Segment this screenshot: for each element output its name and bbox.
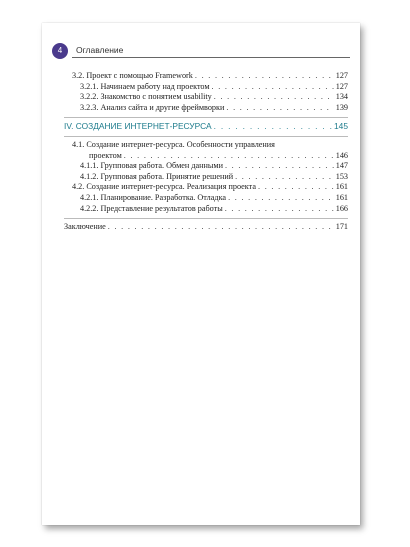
toc-entry-page: 147	[335, 161, 348, 171]
toc-entry-3-2-3	[64, 103, 348, 114]
toc-entry-text: Заключение	[64, 222, 106, 232]
toc-part-page: 145	[334, 121, 348, 132]
toc-entry-text: 4.2.1. Планирование. Разработка. Отладка	[80, 192, 227, 202]
page-number-badge: 4	[52, 43, 68, 59]
toc-entry-text: 3.2.1. Начинаем работу над проектом	[80, 81, 210, 91]
toc-entry-4-2-1	[64, 193, 348, 204]
dot-leader	[258, 182, 334, 193]
toc-entry-page: 127	[335, 81, 348, 91]
toc-entry-page: 171	[335, 222, 348, 232]
toc-entry-text: 4.1.1. Групповая работа. Обмен данными	[80, 161, 223, 171]
toc-entry-4-1-line1: 4.1. Создание интернет-ресурса. Особенности управления	[72, 139, 275, 149]
toc-entry-4-2-2	[64, 204, 348, 215]
toc-entry-text: 3.2.3. Анализ сайта и другие фреймворки	[80, 102, 225, 112]
toc-entry-3-2	[64, 71, 348, 82]
section-divider	[64, 117, 348, 118]
dot-leader	[226, 103, 333, 114]
dot-leader	[214, 121, 332, 132]
toc-entry-text: 3.2.2. Знакомство с понятием usability	[80, 92, 212, 102]
dot-leader	[214, 92, 334, 103]
dot-leader	[108, 222, 334, 233]
toc-entry-page: 161	[335, 192, 348, 202]
dot-leader	[195, 71, 334, 82]
dot-leader	[124, 151, 334, 162]
toc-entry-3-2-1	[64, 82, 348, 93]
running-header	[52, 43, 350, 63]
toc-part-4	[64, 121, 348, 132]
book-page	[42, 23, 360, 525]
toc-entry-text: 4.2.2. Представление результатов работы	[80, 203, 223, 213]
dot-leader	[228, 193, 334, 204]
section-divider	[64, 218, 348, 219]
header-rule	[72, 57, 350, 58]
toc-entry-page: 153	[335, 171, 348, 181]
toc-entry-text-continued: проектом	[89, 150, 122, 160]
dot-leader	[235, 172, 334, 183]
toc-part-text: IV. СОЗДАНИЕ ИНТЕРНЕТ-РЕСУРСА	[64, 121, 212, 132]
toc-entry-page: 146	[335, 150, 348, 160]
toc-entry-3-2-2	[64, 92, 348, 103]
toc-entry-4-1	[64, 151, 348, 162]
dot-leader	[212, 82, 334, 93]
toc-entry-4-2	[64, 182, 348, 193]
dot-leader	[225, 161, 334, 172]
toc-entry-page: 134	[335, 92, 348, 102]
toc-entry-page: 127	[335, 71, 348, 80]
toc-entry-page: 161	[335, 182, 348, 192]
toc-entry-conclusion	[64, 222, 348, 233]
header-title: Оглавление	[76, 45, 124, 55]
dot-leader	[225, 204, 334, 215]
toc-entry-page: 139	[335, 102, 348, 112]
table-of-contents	[64, 71, 348, 233]
toc-entry-text: 4.2. Создание интернет-ресурса. Реализация проекта	[72, 182, 256, 192]
section-divider	[64, 136, 348, 137]
toc-entry-page: 166	[335, 203, 348, 213]
toc-entry-text: 4.1.2. Групповая работа. Принятие решений	[80, 171, 234, 181]
toc-entry-4-1-2	[64, 172, 348, 183]
toc-entry-4-1-1	[64, 161, 348, 172]
toc-entry-text: 3.2. Проект с помощью Framework	[72, 71, 193, 80]
